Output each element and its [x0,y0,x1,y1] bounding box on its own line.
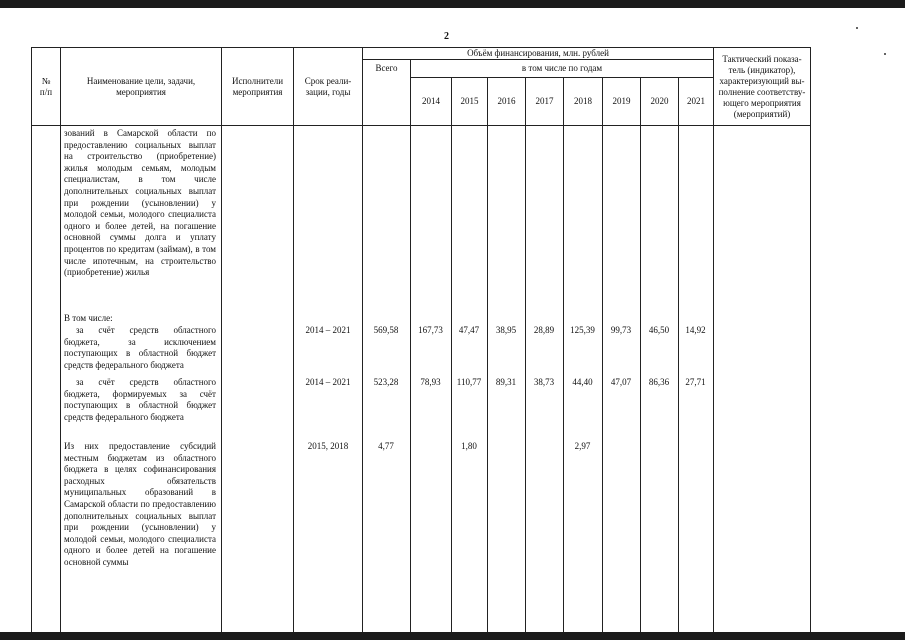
table-header [31,47,811,126]
header-year: 2016 [488,78,526,126]
header-year: 2014 [411,78,452,126]
row-year-value: 86,36 [648,377,670,387]
row-total: 523,28 [373,377,399,387]
row-year-value: 99,73 [610,325,632,335]
row-continuation-text: зований в Самарской области по предоставлению социальных выплат на строительство (приобретение) жилья молодым семьям, молодым специалистам, в том числе дополнительных социальных выплат при рождении (усыновлении) у молодой семьи, молодого специалиста одного и более детей, на погашение основной суммы долга и уплату процентов по кредитам (займам), в том числе ипотечным, на строительство (приобретение) жилья [64,128,216,278]
row-year-value: 125,39 [570,325,595,335]
header-number-col: № п/п [32,48,61,126]
row-year-value: 78,93 [420,377,441,387]
row-year-value: 28,89 [533,325,555,335]
row-year-value: 38,73 [533,377,555,387]
table-border [60,126,61,632]
row-subheading: В том числе: [64,313,113,323]
header-term-col: Срок реали- зации, годы [294,48,363,126]
table-border [293,126,294,632]
row-term: 2014 – 2021 [305,325,351,335]
table-border [221,126,222,632]
row-term: 2015, 2018 [307,441,349,451]
header-year: 2021 [679,78,714,126]
row-year-value: 167,73 [418,325,443,335]
scan-bottom-border [0,632,905,640]
header-year: 2015 [452,78,488,126]
row-year-value: 47,47 [458,325,480,335]
scan-top-border [0,0,905,8]
header-year: 2020 [641,78,679,126]
row-year-value: 2,97 [574,441,591,451]
header-by-years: в том числе по годам [411,60,714,78]
header-total: Всего [363,60,411,126]
header-financing: Объём финансирования, млн. рублей [363,48,714,60]
table-border [31,126,32,632]
header-year: 2019 [603,78,641,126]
row-description: за счёт средств областного бюджета, формируемых за счёт поступающих в областной бюджет средств федерального бюджета [64,377,216,422]
header-year: 2017 [526,78,564,126]
page-number: 2 [444,31,449,42]
row-description: за счёт средств областного бюджета, за исключением поступающих в областной бюджет средств федерального бюджета [64,325,216,370]
row-year-value: 46,50 [648,325,670,335]
row-term: 2014 – 2021 [305,377,351,387]
row-year-value: 47,07 [610,377,632,387]
row-year-value: 27,71 [685,377,706,387]
row-year-value: 38,95 [495,325,517,335]
scan-speck [884,53,886,55]
row-year-value: 14,92 [685,325,706,335]
row-description: Из них предоставление субсидий местным бюджетам из областного бюджета в целях софинансирования расходных обязательств муниципальных образований в Самарской области по предоставлению дополнительных социальных выплат при рождении (усыновлении) у молодой семьи, молодого специалиста одного и более детей на погашение основной суммы [64,441,216,567]
table-border [713,126,714,632]
header-name-col: Наименование цели, задачи, мероприятия [61,48,222,126]
table-border [810,126,811,632]
row-total: 569,58 [373,325,399,335]
row-total: 4,77 [378,441,394,451]
row-year-value: 44,40 [572,377,593,387]
header-executors-col: Исполнители мероприятия [222,48,294,126]
row-year-value: 1,80 [461,441,477,451]
row-year-value: 89,31 [495,377,517,387]
scan-speck [856,27,858,29]
header-year: 2018 [564,78,603,126]
row-year-value: 110,77 [456,377,482,387]
header-indicator-col: Тактический показа- тель (индикатор), характеризующий вы- полнение соответству- ющего мероприятия (мероприятий) [714,48,811,126]
